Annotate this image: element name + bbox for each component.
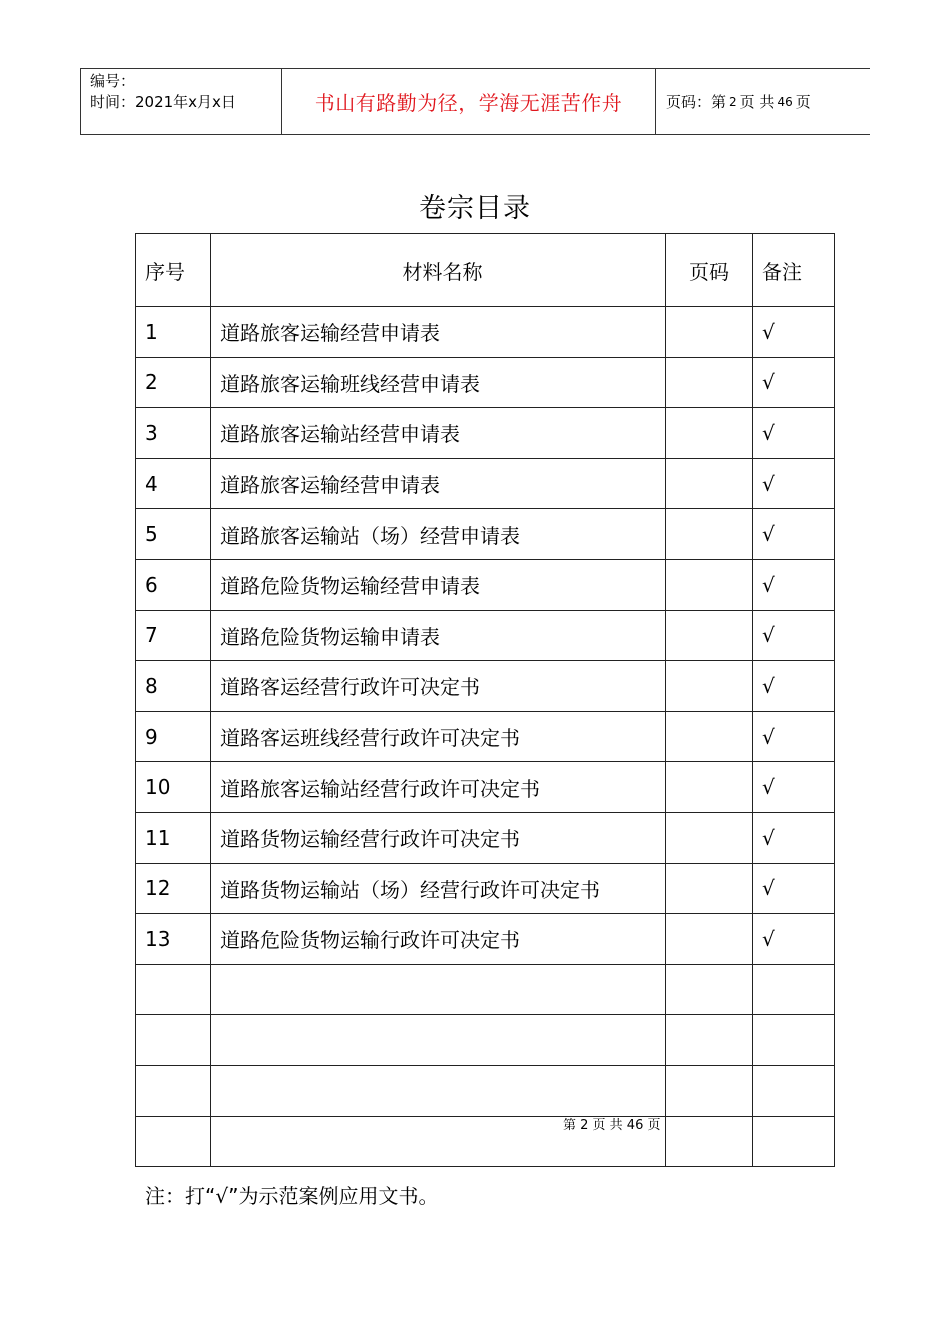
toc-table (135, 233, 835, 1167)
material-name: 道路客运班线经营行政许可决定书 (211, 711, 666, 762)
remark-mark: √ (753, 863, 835, 914)
remark-mark: √ (753, 711, 835, 762)
remark-mark: √ (753, 914, 835, 965)
remark-mark: √ (753, 661, 835, 712)
row-number: 2 (136, 357, 211, 408)
table-row (136, 1015, 835, 1066)
table-row (136, 509, 835, 560)
remark-mark: √ (753, 357, 835, 408)
row-number: 5 (136, 509, 211, 560)
table-row (136, 559, 835, 610)
remark-mark: √ (753, 408, 835, 459)
row-number: 7 (136, 610, 211, 661)
remark-mark: √ (753, 812, 835, 863)
header-page: 页码 (666, 234, 753, 307)
table-row (136, 408, 835, 459)
row-number: 11 (136, 812, 211, 863)
page-number (666, 762, 753, 813)
page-number (666, 408, 753, 459)
page-number (666, 357, 753, 408)
remark-mark (753, 1116, 835, 1167)
row-number (136, 964, 211, 1015)
table-row (136, 914, 835, 965)
page-number (666, 610, 753, 661)
material-name: 道路旅客运输班线经营申请表 (211, 357, 666, 408)
row-number: 4 (136, 458, 211, 509)
page-number (666, 711, 753, 762)
page-suffix: 页 (795, 93, 811, 111)
page-total: 46 (777, 94, 793, 109)
material-name (211, 964, 666, 1015)
table-row (136, 1116, 835, 1167)
material-name (211, 1015, 666, 1066)
table-row (136, 661, 835, 712)
row-number: 12 (136, 863, 211, 914)
remark-mark: √ (753, 307, 835, 358)
page-mid: 页 共 (739, 93, 775, 111)
remark-mark (753, 1015, 835, 1066)
table-row (136, 458, 835, 509)
row-number (136, 1116, 211, 1167)
page-number (666, 307, 753, 358)
material-name: 道路货物运输经营行政许可决定书 (211, 812, 666, 863)
table-header-row (136, 234, 835, 307)
header-motto: 书山有路勤为径，学海无涯苦作舟 (282, 69, 656, 134)
row-number: 8 (136, 661, 211, 712)
material-name: 道路旅客运输站经营行政许可决定书 (211, 762, 666, 813)
row-number: 13 (136, 914, 211, 965)
page-prefix: 页码：第 (666, 93, 727, 111)
material-name: 道路旅客运输站（场）经营申请表 (211, 509, 666, 560)
table-row (136, 610, 835, 661)
page-number (666, 812, 753, 863)
material-name (211, 1065, 666, 1116)
page-number (666, 1015, 753, 1066)
page-number (666, 458, 753, 509)
footer-page-number: 第 2 页 共 46 页 (563, 1118, 661, 1133)
page-number (666, 1116, 753, 1167)
time-label: 时间：2021年x月x日 (90, 93, 236, 111)
page-number (666, 559, 753, 610)
row-number: 9 (136, 711, 211, 762)
table-row (136, 812, 835, 863)
material-name: 道路危险货物运输经营申请表 (211, 559, 666, 610)
table-row (136, 1065, 835, 1116)
table-row (136, 762, 835, 813)
table-row (136, 357, 835, 408)
material-name: 道路危险货物运输申请表 (211, 610, 666, 661)
row-number: 10 (136, 762, 211, 813)
table-row (136, 964, 835, 1015)
page-number (666, 1065, 753, 1116)
page-number (666, 863, 753, 914)
row-number: 1 (136, 307, 211, 358)
material-name: 道路危险货物运输行政许可决定书 (211, 914, 666, 965)
number-label: 编号： (90, 72, 136, 90)
remark-mark: √ (753, 610, 835, 661)
material-name: 道路旅客运输经营申请表 (211, 458, 666, 509)
remark-mark: √ (753, 559, 835, 610)
header-name: 材料名称 (211, 234, 666, 307)
material-name: 道路货物运输站（场）经营行政许可决定书 (211, 863, 666, 914)
page-number (666, 914, 753, 965)
table-row (136, 307, 835, 358)
row-number (136, 1015, 211, 1066)
row-number (136, 1065, 211, 1116)
header-no: 序号 (136, 234, 211, 307)
material-name: 道路客运经营行政许可决定书 (211, 661, 666, 712)
page-current: 2 (729, 94, 737, 109)
remark-mark: √ (753, 458, 835, 509)
material-name: 道路旅客运输站经营申请表 (211, 408, 666, 459)
header-page-info (656, 69, 870, 134)
header-remark: 备注 (753, 234, 835, 307)
table-row (136, 863, 835, 914)
page-number (666, 964, 753, 1015)
page-number (666, 509, 753, 560)
note-text: 注：打“√”为示范案例应用文书。 (145, 1184, 439, 1208)
table-row (136, 711, 835, 762)
table-body (136, 307, 835, 1167)
remark-mark (753, 1065, 835, 1116)
remark-mark: √ (753, 509, 835, 560)
row-number: 6 (136, 559, 211, 610)
row-number: 3 (136, 408, 211, 459)
remark-mark: √ (753, 762, 835, 813)
page-number (666, 661, 753, 712)
page-title: 卷宗目录 (419, 193, 531, 224)
remark-mark (753, 964, 835, 1015)
document-header (80, 68, 870, 135)
header-meta (81, 69, 282, 134)
material-name: 道路旅客运输经营申请表 (211, 307, 666, 358)
